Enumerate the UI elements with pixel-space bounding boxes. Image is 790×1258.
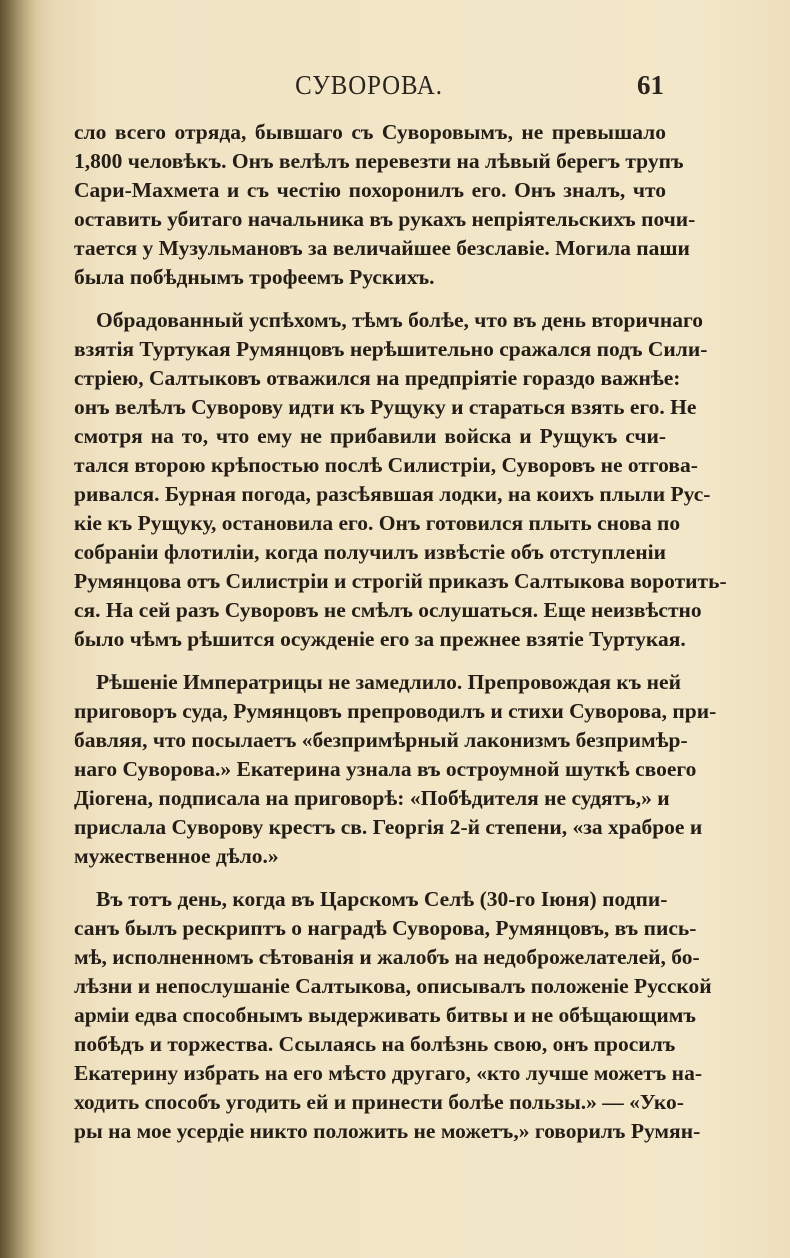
text-line: приговоръ суда, Румянцовъ препроводилъ и стихи Суворова, при- bbox=[74, 699, 717, 723]
text-line: сло всего отряда, бывшаго съ Суворовымъ, не превышало bbox=[74, 120, 666, 144]
text-line: Въ тотъ день, когда въ Царскомъ Селѣ (30-го Іюня) подпи- bbox=[96, 887, 668, 911]
text-line: Сари-Махмета и съ честію похоронилъ его. Онъ зналъ, что bbox=[74, 178, 666, 202]
text-line: побѣдъ и торжества. Ссылаясь на болѣзнь свою, онъ просилъ bbox=[74, 1032, 676, 1056]
page-header bbox=[74, 70, 664, 110]
running-title: СУВОРОВА. bbox=[295, 70, 443, 100]
text-line: мѣ, исполненномъ сѣтованія и жалобъ на недоброжелателей, бо- bbox=[74, 945, 700, 969]
text-line: кіе къ Рущуку, остановила его. Онъ готовился плыть снова по bbox=[74, 511, 681, 535]
text-line: собраніи флотиліи, когда получилъ извѣстіе объ отступленіи bbox=[74, 540, 666, 564]
text-line: онъ велѣлъ Суворову идти къ Рущуку и стараться взять его. Не bbox=[74, 395, 697, 419]
text-line: было чѣмъ рѣшится осужденіе его за прежнее взятіе Туртукая. bbox=[74, 627, 686, 651]
text-line: смотря на то, что ему не прибавили войска и Рущукъ счи- bbox=[74, 424, 666, 448]
text-line: Румянцова отъ Силистріи и строгій приказъ Салтыкова воротить- bbox=[74, 569, 727, 593]
page-spine-shadow bbox=[0, 0, 38, 1258]
text-line: Діогена, подписала на приговорѣ: «Побѣдителя не судятъ,» и bbox=[74, 786, 670, 810]
text-line: ры на мое усердіе никто положить не можетъ,» говорилъ Румян- bbox=[74, 1119, 701, 1143]
text-line: ся. На сей разъ Суворовъ не смѣлъ ослушаться. Еще неизвѣстно bbox=[74, 598, 702, 622]
text-line: арміи едва способнымъ выдерживать битвы и не обѣщающимъ bbox=[74, 1003, 696, 1027]
text-line: наго Суворова.» Екатерина узнала въ остроумной шуткѣ своего bbox=[74, 757, 697, 781]
text-line: оставить убитаго начальника въ рукахъ непріятельскихъ почи- bbox=[74, 207, 696, 231]
text-line: Екатерину избрать на его мѣсто другаго, «кто лучше можетъ на- bbox=[74, 1061, 702, 1085]
text-line: взятія Туртукая Румянцовъ нерѣшительно сражался подъ Сили- bbox=[74, 337, 708, 361]
paragraph bbox=[74, 118, 696, 292]
paragraph bbox=[74, 668, 717, 871]
text-line: тается у Музульмановъ за величайшее безславіе. Могила паши bbox=[74, 236, 690, 260]
text-line: Рѣшеніе Императрицы не замедлило. Препровождая къ ней bbox=[96, 670, 681, 694]
body-text bbox=[74, 118, 727, 1160]
text-line: тался второю крѣпостью послѣ Силистріи, Суворовъ не отгова- bbox=[74, 453, 698, 477]
paragraph bbox=[74, 885, 712, 1146]
text-line: Обрадованный успѣхомъ, тѣмъ болѣе, что въ день вторичнаго bbox=[96, 308, 704, 332]
text-line: санъ былъ рескриптъ о наградѣ Суворова, Румянцовъ, въ пись- bbox=[74, 916, 697, 940]
text-line: ходить способъ угодить ей и принести болѣе пользы.» — «Уко- bbox=[74, 1090, 684, 1114]
page-number: 61 bbox=[637, 70, 664, 100]
text-line: мужественное дѣло.» bbox=[74, 844, 279, 868]
text-line: 1,800 человѣкъ. Онъ велѣлъ перевезти на лѣвый берегъ трупъ bbox=[74, 149, 684, 173]
text-line: ривался. Бурная погода, разсѣявшая лодки, на коихъ плыли Рус- bbox=[74, 482, 711, 506]
text-line: прислала Суворову крестъ св. Георгія 2-й степени, «за храброе и bbox=[74, 815, 703, 839]
text-line: стріею, Салтыковъ отважился на предпріятіе гораздо важнѣе: bbox=[74, 366, 681, 390]
text-line: бавляя, что посылаетъ «безпримѣрный лаконизмъ безпримѣр- bbox=[74, 728, 688, 752]
text-line: была побѣднымъ трофеемъ Рускихъ. bbox=[74, 265, 435, 289]
paragraph bbox=[74, 306, 727, 654]
text-line: лѣзни и непослушаніе Салтыкова, описывалъ положеніе Русской bbox=[74, 974, 712, 998]
